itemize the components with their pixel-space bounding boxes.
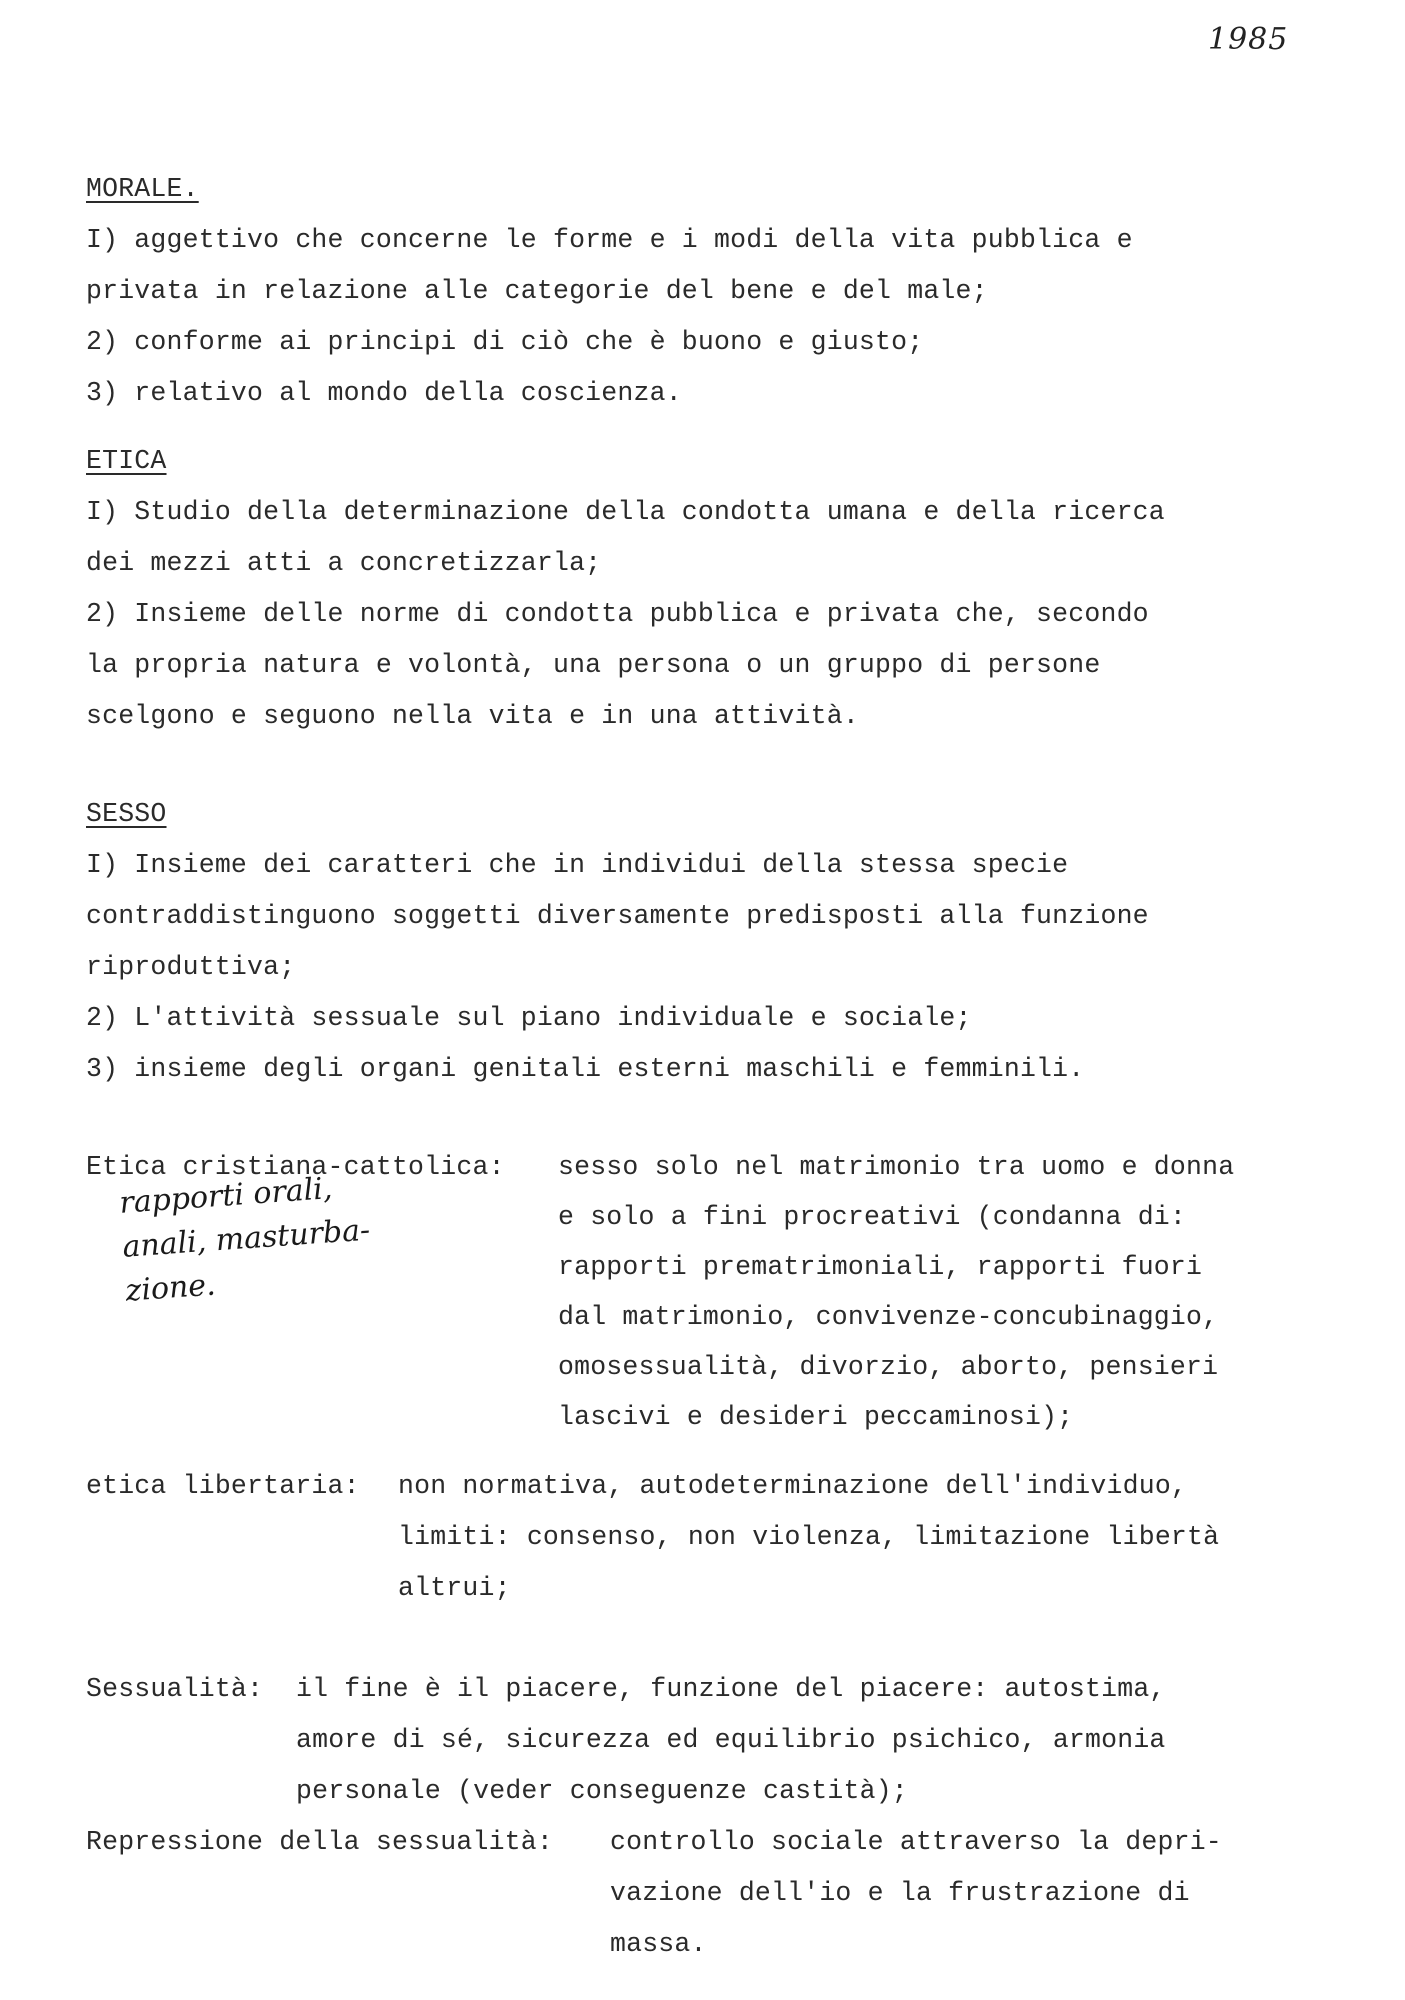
repressione-line: vazione dell'io e la frustrazione di: [610, 1878, 1190, 1908]
etica-line: scelgono e seguono nella vita e in una attività.: [86, 701, 859, 731]
sessualita-line: personale (veder conseguenze castità);: [296, 1776, 908, 1806]
etica-line: dei mezzi atti a concretizzarla;: [86, 548, 602, 578]
label-etica-cristiana: Etica cristiana-cattolica:: [86, 1152, 505, 1182]
etica-cristiana-line: rapporti prematrimoniali, rapporti fuori: [558, 1252, 1203, 1282]
morale-line: I) aggettivo che concerne le forme e i modi della vita pubblica e: [86, 225, 1133, 255]
repressione-line: massa.: [610, 1929, 707, 1959]
etica-libertaria-line: non normativa, autodeterminazione dell'individuo,: [398, 1471, 1188, 1501]
heading-morale: MORALE.: [86, 174, 199, 204]
morale-line: privata in relazione alle categorie del bene e del male;: [86, 276, 988, 306]
etica-line: I) Studio della determinazione della condotta umana e della ricerca: [86, 497, 1165, 527]
etica-libertaria-line: altrui;: [398, 1573, 511, 1603]
handwritten-year: 1985: [1208, 22, 1289, 57]
etica-line: 2) Insieme delle norme di condotta pubblica e privata che, secondo: [86, 599, 1149, 629]
sesso-line: I) Insieme dei caratteri che in individui della stessa specie: [86, 850, 1069, 880]
etica-cristiana-line: dal matrimonio, convivenze-concubinaggio,: [558, 1302, 1219, 1332]
etica-cristiana-line: omosessualità, divorzio, aborto, pensieri: [558, 1352, 1219, 1382]
sesso-line: riproduttiva;: [86, 952, 296, 982]
handwritten-note-line: anali, masturba-: [121, 1212, 372, 1265]
handwritten-note-line: zione.: [124, 1267, 217, 1309]
sesso-line: 2) L'attività sessuale sul piano individuale e sociale;: [86, 1003, 972, 1033]
morale-line: 3) relativo al mondo della coscienza.: [86, 378, 682, 408]
sesso-line: contraddistinguono soggetti diversamente predisposti alla funzione: [86, 901, 1149, 931]
handwritten-note-line: rapporti orali,: [118, 1171, 334, 1221]
label-sessualita: Sessualità:: [86, 1674, 264, 1704]
sesso-line: 3) insieme degli organi genitali esterni maschili e femminili.: [86, 1054, 1085, 1084]
sessualita-line: il fine è il piacere, funzione del piacere: autostima,: [296, 1674, 1166, 1704]
etica-cristiana-line: sesso solo nel matrimonio tra uomo e donna: [558, 1152, 1235, 1182]
etica-cristiana-line: e solo a fini procreativi (condanna di:: [558, 1202, 1187, 1232]
label-etica-libertaria: etica libertaria:: [86, 1471, 360, 1501]
etica-cristiana-line: lascivi e desideri peccaminosi);: [558, 1402, 1074, 1432]
heading-etica: ETICA: [86, 446, 167, 476]
etica-line: la propria natura e volontà, una persona o un gruppo di persone: [86, 650, 1101, 680]
etica-libertaria-line: limiti: consenso, non violenza, limitazione libertà: [398, 1522, 1220, 1552]
heading-sesso: SESSO: [86, 799, 167, 829]
label-repressione: Repressione della sessualità:: [86, 1827, 553, 1857]
repressione-line: controllo sociale attraverso la depri-: [610, 1827, 1222, 1857]
morale-line: 2) conforme ai principi di ciò che è buono e giusto;: [86, 327, 924, 357]
sessualita-line: amore di sé, sicurezza ed equilibrio psichico, armonia: [296, 1725, 1166, 1755]
